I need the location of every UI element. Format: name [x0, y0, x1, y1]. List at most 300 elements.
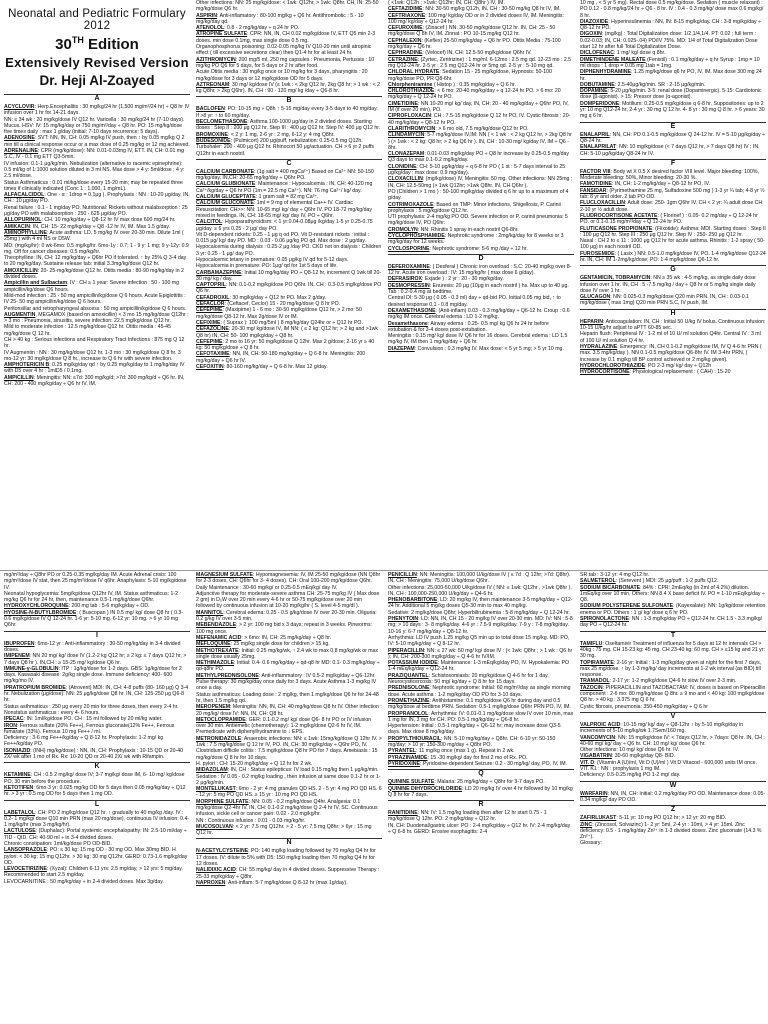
entry-continuation	[388, 585, 574, 598]
dosing-text: : (mg/kg/dose) IV, Meningitis: 50 mg. Other infections: NN 25mg ; IN, CH: 12.5-50mg (> 1wk Q12hr; >1wk Q8hr. IN, CH Q6hr ).	[388, 176, 573, 189]
drug-entry	[196, 673, 382, 692]
drug-entry	[388, 38, 574, 51]
drug-name: GENTAMICIN, TOBRAMYCIN	[580, 275, 651, 282]
drug-entry	[580, 275, 766, 294]
dosing-text: : (Keflex) 25-50 mg/kg/day ÷ Q6 hr PO. Otitis Media : 75-100 mg/kg/day ÷ Q6 hr.	[388, 37, 561, 51]
drug-name: IMMUNE-γ-GLOBULIN	[4, 665, 59, 672]
dosing-text: : 6mo-3 yr: 0.025 mg/kg OD for 5 days then 0.05 mg/kg/day ÷ Q12 hr. > 3 yr : 0.5 mg OD for 5 days then 1 mg OD.	[4, 784, 186, 798]
section-letter-i: I	[4, 631, 190, 640]
dosing-text: : (Zyrtec, Zentrizine) : 1 mg/ml. 6-12mo : 2.5 mg qd. 12-23 mo : 2.5 mg Q12-24 hr. 2-5 yr : 2.5 mg Q12-24 hr or 5mg qd. 2-5 yr : 5-10 mg qd.	[388, 56, 572, 69]
dosing-text: : IN, CH: 15- 22 mg/kg/day ÷ Q8 -12 hr IV, IM. Max 1.5 g/day.	[29, 223, 171, 230]
dosing-text: : (1g salt = 400 mgCa²⁺) Based on Ca²⁺ NN: 50-150 mg/kg/day, IN,CH: 20-65 mg/kg/day ÷ Q6hr PO.	[196, 168, 374, 182]
drug-entry	[388, 283, 574, 296]
section-letter-k: K	[4, 762, 190, 771]
drug-name: BECLOMETHASONE	[196, 119, 248, 126]
dosing-text: , MEGAMOX (based on amoxicillin) < 3 mo 15 mg/kg/dose Q12hr ; > 3 mo : Pneumonia, sinusitis, severe infection: 22.5 mg/kg/dose Q12 hr.	[4, 311, 189, 325]
drug-name: CAPTOPRIL	[196, 282, 226, 289]
dosing-text: : < 2 yr: 7.5 mg Q12hr. > 2 - 5 yr: 7.5 mg Q8hr; > 6yr : 15 mg Q12 hr.	[196, 823, 372, 837]
dosing-text: Heparin flush: Peripheral IV : 1-2 ml of 10 U/ ml solution Q4hr. Central IV : 3 ml of 100 U/ ml solution Q 4 hr.	[580, 331, 761, 344]
drug-entry	[580, 685, 766, 704]
drug-name: NALIDIXIC ACID	[196, 867, 236, 874]
drug-entry	[580, 57, 766, 70]
drug-entry	[196, 351, 382, 364]
drug-name: CALCIUM GLUCONATE	[196, 200, 254, 207]
drug-name: METOCLOPRAMIDE	[196, 716, 246, 723]
entry-continuation	[4, 879, 190, 885]
dosing-text: : 200 mg/5 ml, 250 mg capsules : Pneumonia, Pertussis : 10 mg/kg PO Q6 for 5 days, for 5 days or 2 hr after food.	[196, 56, 375, 69]
dosing-text: : NN: 5-10 mg/kg/day ÷ Q8hr. CH: 6-10 yr: 50-150 mg/day; > 10 yr: 150-300 mg/day ÷ Q8hr PO.	[388, 735, 556, 749]
dosing-text: Sedative: 2 mg/kg/dose Q8hr; Hyperbilirubinemia : 5-8 mg/kg/day ÷ Q 12-24 hr.	[388, 609, 570, 616]
dosing-text: Neonatal hypoglycemia: 5mg/kg/dose Q12hr IV, IM. Status asthmaticus: 1-2 mg/kg Q6 hr for 24 hr, then, maintenance 0.5-1 mg/kg/dose Q6hr.	[4, 590, 178, 604]
drug-name: CLONAZEPAM	[388, 151, 425, 158]
drug-name: RANITIDINE	[388, 810, 418, 817]
drug-name: N-ACETYLCYSTEINE	[196, 848, 249, 855]
drug-entry	[196, 364, 382, 370]
entry-continuation	[196, 692, 382, 705]
section-letter-g: G	[580, 265, 766, 274]
drug-name: CEFUROXIME	[388, 25, 423, 32]
section-letter-w: W	[580, 781, 766, 790]
dosing-text: Glossary:	[580, 840, 602, 847]
dosing-text: : 1 gram salt = 82 mg Ca²⁺.	[255, 194, 319, 201]
dosing-text: : 2-16 yr: initial : 1-3 mg/kg/day given at night for the first 7 days, max 25 mg/dose. ↑ by 1-3 mg/kg/ day increments at 1-2 wk interval (as BID) till response.	[580, 659, 762, 679]
drug-name: METHYLPREDNISOLONE	[196, 672, 259, 679]
dosing-text: : NN: 0.1-0.2 mg/kg/dose PO Q6hr. IN, CH : 0.3-0.5 mg/kg/dose PO Q6 hr.	[196, 282, 382, 295]
drug-entry	[196, 181, 382, 194]
dosing-text: : Ferrous sulfate (20% Fe++), Ferrous gluconate(12% Fe++, Ferrous fumarate (33%). Ferrous 10 mg Fe++ / ml.	[4, 722, 175, 735]
drug-name: CEFIXIME	[196, 319, 221, 326]
section-letter-b: B	[196, 96, 382, 105]
dosing-text: : Acute asthma: LD, 5 mg/kg IV over 20-30 min. Dilute 1ml ( 25mg ) with 4 ml NS or D5W.	[4, 229, 184, 243]
drug-entry	[580, 641, 766, 660]
dosing-text: : Initial 10 mg/kg/day PO ÷ Q8-12 hr, increment Q 1wk till 20-30 mg/ kg / day.	[196, 269, 382, 282]
drug-name: SODIUM BICARBONATE	[580, 584, 641, 591]
drug-entry	[4, 641, 190, 654]
drug-name: AZITHROMYCIN	[196, 56, 236, 63]
drug-entry	[196, 307, 382, 320]
dosing-text: : (Kayexalate): NN: 1g/kg/dose retention enema or PO. Others : 1 g/ kg/ dose q 6 hr PO.	[580, 603, 766, 616]
dosing-text: Hypocalcemic tetany in premature: 0.05 μg/kg IV qd for 5-12 days. Hypocalcemia in premature: PO: 1μg/ qd for 1st 5 days of life.	[196, 256, 349, 270]
entry-continuation	[4, 180, 190, 193]
dosing-text: : NN ≥ 35 wk : 4-5 mg/kg, as single daily dose infusion over 1 hr. IN, CH : 5 -7.5 mg/kg / day ÷ Q8 hr or 5 mg/kg single daily dose IV over 1 hr.	[580, 275, 756, 294]
drug-name: MUCOSOLVAN	[196, 823, 233, 830]
drug-entry	[388, 202, 574, 215]
drug-name: MORPHINE SULFATE	[196, 798, 249, 805]
dosing-text: : NN: Meningitis: 100,000 U/kg/dose IV ( ≤ 7d : Q 12hr; >7d: Q8hr). IN, CH : Meningitis: 75,000 U/kg/dose Q6hr.	[388, 572, 571, 585]
drug-entry	[196, 717, 382, 730]
dosing-text: : Schistosomiasis: 20 mg/kg/dose Q 4-6 hr for 1 day. Neurocysticercosis: 50 mg/ kg/day ÷ Q 8 hr for 15 days.	[388, 672, 549, 686]
dosing-text: Meningitis : 0.15 mg/ kg/ dose IV Q6 hr for 16 doses. Cerebral edema : LD 1.5 mg/kg IV, IM then 1 mg/kg/day ÷ Q6 hr.	[388, 333, 568, 346]
drug-entry	[4, 375, 190, 388]
drug-name: CEFAZOLINE	[196, 326, 229, 333]
drug-name: CLONIDINE	[388, 163, 417, 170]
drug-entry	[580, 791, 766, 804]
section-letter-z: Z	[580, 805, 766, 814]
entry-continuation	[196, 44, 382, 57]
drug-name: MEFLOQUINE	[196, 641, 231, 648]
dosing-text: : Airway edema : 0.25- 0.5 mg/ kg Q6 hr 24 hr before extubation & for 3-4 doses post-extubation.	[388, 320, 549, 333]
drug-name: ENALAPRIL	[580, 131, 610, 138]
drug-entry	[196, 282, 382, 295]
drug-name: IPECAC	[4, 716, 24, 723]
drug-name: DESMOPRESSIN	[388, 282, 430, 289]
dosing-text: : 11 mg/kg once (max 1 g). Repeat in 2 wk.	[415, 748, 515, 755]
drug-entry	[580, 722, 766, 735]
drug-entry	[196, 867, 382, 880]
dosing-text: : 6mo - 2 yr: 4 mg granules QD HS. 2 - 5 yr: 4 mg PO QD HS. 6 - 12 yr: 5 mg PO QD HS. ≥ 15 yr : 10 mg PO QD HS.	[196, 786, 382, 799]
dosing-text: : PO: 10-15 mg ÷ Q8h ↑ 5-15 mg/day every 3-5 days to 40 mg/day. If >8 yr: ↑ to 60 mg/day.	[196, 106, 378, 119]
entry-continuation	[4, 572, 190, 591]
drug-name: FLUCLOXACILLIN	[580, 200, 625, 207]
drug-name: ASPIRIN	[196, 12, 218, 19]
dosing-text: : Oseltamivir Treatment of influenza for 5 days at 12 hr intervals CH > 40kg : 75 mg. CH 15-23 kg: 45 mg. CH 23-40 kg: 60 mg. CH > ≤15 kg and 21 yr: 30 mg.	[580, 640, 765, 660]
dosing-text: : NN: 0.05 - 0.2 mg/kg/dose Q4hr. Analgesia: 0.1 mg/kg/dose Q2-4hr IV. IN, CH: 0.1-0.2 mg/kg/dose Q 2-4 hr IV, SC. Continuous infusion, sickle cell or cancer pain: 0.02 - 2.0 mg/kg/hr.	[196, 798, 378, 818]
drug-name: CROMOLYN	[388, 226, 418, 233]
drug-name: TAMIFLU	[580, 640, 603, 647]
dosing-text: : Arrhythmia: IV: 0.01-0.1 mg/kg/dose slow IV over 10 min, max 1 mg for IN, 3 mg for CH. PO: 0.5-1 mg/kg/day ÷ Q6-8 hr.	[388, 710, 574, 723]
edition-suffix: TH	[71, 35, 84, 45]
drug-name: DIGOXIN	[580, 31, 602, 38]
dosing-text: : NN: ≤ 27 wk: 50 mg/ kg/ dose IV : (< 1wk: Q8hr ; > 1 wk : Q6 hr ); IN, CH: 200-300 mg/kg/day ÷ Q 4-6 hr IV/IM.	[388, 647, 573, 660]
dosing-text: UTI prophylaxis: 2-4 mg/kg PO OD. Severe infection or P. carinii pneumonia: 5 mg/kg/dose IV, PO Q6hr.	[388, 214, 568, 227]
drug-entry	[4, 230, 190, 243]
entry-continuation	[196, 244, 382, 257]
dosing-text: : Physiological replacement : ( CAH) : 15-20	[629, 369, 731, 376]
dosing-text: MD: (mg/kg/hr): 0 wk-6mo: 0.5 mg/kg/hr. 6mo-1y : 0.7; 1 - 9 y: 1 mg; 9 y-12y: 0.9 mg. Off for cancer diseases: 0.5 mg/kg/hr.	[4, 242, 189, 255]
drug-name: AMPICILLIN	[4, 374, 34, 381]
dosing-text: : NN 10-20 mg/ kg/ day, IN, CH: 20 - 40 mg/kg/day ÷ Q6hr PO, IV, IM (if over 20 min), PO.	[388, 100, 569, 114]
drug-entry	[388, 57, 574, 70]
dosing-text: : 2.5-40μg/kg/min. SR : 2-15 μg/kg/min.	[614, 81, 706, 88]
dosing-text: : ( Florinef ) : 0.05- 0.2 mg/day ÷ Q 12-24 hr PO. or 0.1-0.15 mg/m²/day ÷ Q 12-24 hr PO.	[580, 212, 758, 226]
entry-continuation	[580, 772, 766, 778]
drug-entry	[196, 824, 382, 837]
drug-name: CLOXACILLIN	[388, 176, 423, 183]
dosing-text: : CH : 7.5-15 mg/kg/dose Q 12 hr PO, IV. Cystic fibrosis : 20-40 mg/kg/day ÷ Q8-12 hr PO.	[388, 113, 571, 126]
dosing-text: : ( Buscopan ) IN 0.5 mg/ kg/ dose Q8 hr ( 0.3-0.6 mg/kg/dose IV Q 12-24 hr. 1-6 yr: 5-10 mg. 6-12 yr: 10 mg. > 6 yr 10 mg Q6hr.	[4, 609, 184, 629]
dosing-text: : (Ceftacef, Ceclor) 15 - 20 mg/kg/dose Q 8 hr PO.	[224, 301, 341, 308]
dosing-text: : Anaerobic infections: NN: ≤ 1wk: 15mg/kg/dose Q 12hr IV. > 1wk : 7.5 mg/kg/dose Q 12 hr IV, PO. IN, CH: 30 mg/kg/day ÷ Q6hr PO, IV.	[196, 735, 382, 749]
drug-name: PHENYTOIN	[388, 616, 419, 623]
dosing-text: Status asthmaticus: Loading dose : 2 mg/kg, then 1 mg/kg/dose Q6 hr for 24-48 hr, then 1.5 mg/kg qd.	[196, 691, 379, 704]
entry-continuation	[4, 243, 190, 256]
column-top-2	[196, 0, 382, 570]
drug-name: VALPROIC ACID	[580, 721, 621, 728]
drug-name: CYCLOSPORINE	[388, 245, 430, 252]
dosing-text: NN : Continuous infusion : 0.01 - 0.03 mg/kg/hr.	[196, 817, 306, 824]
dosing-text: : 25 mg/kg single dose for children > 15 kg.	[230, 641, 330, 648]
dosing-text: Nasal : CH 2 to ≤ 11 : 1000 μg Q12 hr for acute asthma. Rhinitis : 1-2 spray ( 50-100 μg) in each nostril OD.	[580, 238, 765, 251]
drug-entry	[388, 572, 574, 585]
entry-continuation	[388, 723, 574, 736]
section-letter-t: T	[580, 631, 766, 640]
entry-continuation	[4, 123, 190, 136]
dosing-text: : 0.8 - 2 mg/kg/day ÷ q 24 hr PO.	[224, 25, 300, 32]
drug-entry	[4, 748, 190, 761]
entry-continuation	[4, 337, 190, 350]
dosing-text: : IN: 1ml/kg/dose PO. CH : 15 ml followed by 20 ml/kg water.	[23, 716, 163, 723]
drug-name: CEFOXITIN	[196, 364, 224, 371]
drug-name: DEXAMETHASONE	[388, 307, 436, 314]
drug-name: DOPAMINE	[580, 88, 608, 95]
dosing-text: Central DI: 5-30 μg ( 0.05 - 0.3 ml) day ÷ qd-bid PO. Initial 0.05 mg bid, ↑ to desired response 0.1 - 0.8 mg/day.	[388, 295, 561, 308]
drug-name: CIMETIDINE	[388, 100, 418, 107]
dosing-text: : ( Lasix ) NN: 0.5-1.0 mg/kg/dose IV, PO. 1-4 mg/kg/dose Q12-24 hr. IN, CH: IM 1-2mg/kg/dose; PO: 1-4 mg/kg/dose Q6-12 hr.	[580, 250, 766, 263]
dosing-text: : CPR (mg/kg/dose): NN: 0.01-0.03mg IV, ETT. IN, CH: 0.01 mg S.C, IV - 0.1 mg ETT Q3-5min.	[4, 148, 184, 161]
drug-entry	[580, 251, 766, 264]
dosing-text: : Maintenance : Hypocalcemia : IN, CH: 40-120 mg Ca²⁺/kg/day ÷ Q6 hr PO (1m = 22.5 mg Ca²⁺). NN: 76 mg Ca²⁺/ kg/ day.	[196, 181, 373, 194]
dosing-text: : NN 20 mg/ kg/ dose IV (1.2-2 kg Q12 hr; ≥ 2 kg: ≤ 7 days Q12 hr, > 7 days Q8 hr ). IN,CH : ≥ 15-25 mg/ kg/dose Q6 hr.	[4, 653, 187, 666]
drug-name: CARBAMAZEPINE	[196, 269, 242, 276]
dosing-text: : IV : CH ≥ 1 year: Severe infection : 50 - 100 mg ampicillin/kg/dose Q6 hours.	[4, 280, 179, 293]
drug-entry	[388, 132, 574, 151]
entry-continuation	[196, 232, 382, 245]
drug-name: NAPROXEN	[196, 879, 226, 886]
drug-name: CHLORAL HYDRATE	[388, 69, 440, 76]
drug-entry	[4, 653, 190, 666]
drug-entry	[580, 585, 766, 604]
dosing-text: : Exjade ) : 2 yr : 20 - 30 mg/kg/day.	[422, 276, 504, 283]
dosing-text: : Enuresis: 20 μg (10μg in each nostril ) hs. Max up to 40 μg. Tab : 0.2-0.4 mg at bedtime.	[388, 282, 569, 296]
drug-entry	[580, 101, 766, 120]
drug-name: DIMETHINDENE MALEATE	[580, 56, 646, 63]
dosing-text: : (Serevent ) MDI: 25 μg/puff : 1-2 puffs Q12.	[615, 578, 719, 585]
drug-name: ADENOSINE	[4, 135, 35, 142]
drug-name: VIGABATRIN	[580, 753, 612, 760]
column-top-1	[4, 92, 190, 570]
dosing-text: : 30 mg/ kg/dose IV (≤ 1wk : < 2kg Q12 hr, 2kg Q8 hr; > 1 wk : < 2 kg Q8hr, > 2kg Q6hr). IN, CH : 90 - 120 mg/ kg /day ÷ Q6-8 hr.	[196, 81, 381, 95]
drug-entry	[388, 13, 574, 26]
dosing-text: : < 6 mo: 20-40 mg/kg/day ÷ q 12-24 hr PO. > 6 mo: 20 mg/kg/day ÷ Q 12-24 hr PO.	[388, 88, 561, 101]
drug-entry	[580, 69, 766, 82]
drug-entry	[580, 88, 766, 101]
entry-continuation	[388, 333, 574, 346]
drug-name: SALMETEROL	[580, 578, 616, 585]
drug-entry	[388, 25, 574, 38]
dosing-text: : (Velocef) IN, CH: 12.5-50 mg/kg/dose Q6hr IV.	[422, 50, 532, 57]
drug-entry	[388, 264, 574, 277]
drug-entry	[4, 362, 190, 375]
drug-entry	[196, 270, 382, 283]
dosing-text: : NN, CH: PO 0.1-0.5 mg/kg/dose Q 24-12 hr. IV = 5-10 μg/kg/day ÷ Q8-24 hr.	[580, 131, 766, 144]
drug-entry	[4, 610, 190, 629]
entry-continuation	[196, 257, 382, 270]
dosing-text: Mucus. HSV: IV: 15 mg/kg/day or 750 mg/m²/day ÷ Q8 hr. PO: 15 mg/kg/dose five times daily : max 1 g/day (initial: 7-10 days recurrence: 5 days).	[4, 122, 183, 136]
drug-name: IMIPENEM	[4, 653, 30, 660]
drug-name: DEFRASIROX	[388, 276, 423, 283]
column-bottom-4	[580, 572, 766, 1024]
drug-entry	[580, 319, 766, 332]
drug-entry	[196, 736, 382, 749]
entry-continuation	[4, 255, 190, 268]
dosing-text: : 1 mg/ kg/ dose q 8hr.	[614, 50, 666, 57]
drug-name: ATROPINE SULFATE	[196, 31, 248, 38]
dosing-text: : GER: 0.1-0.2 mg/ kg/ dose Q6- 8 hr PO or IV infusion over 30 min. Antiemetic (chemotherapy): 1-2 mg/kg/dose Q2-6 hr IV, IM.	[196, 716, 372, 730]
dosing-text: : 2-17 yr: 1-2 mg/kg/dose Q4-6 hr slow IV over 2-3 min.	[609, 678, 737, 685]
column-top-4	[580, 0, 766, 570]
drug-name: WARFARIN	[580, 790, 608, 797]
drug-entry	[4, 312, 190, 325]
entry-continuation	[196, 0, 382, 13]
dosing-text: : Hypoparathyroidism: < 1 yr:0.04-0.08μg /kg/day 1-5 yr 0.25-0.75 μg/day. ≥ 6 yrs 0.25 - 2 μg/ day PO.	[196, 219, 373, 232]
drug-name: BUDESONIDE	[196, 137, 231, 144]
drug-name: CALCIUM GLUBIONATE	[196, 181, 256, 188]
dosing-text: : CH: PO 2 mg/kg/dose Q12 hr. ↑ gradually to 40 mg/kg /day. IV : 0.2- 1 mg/kg/ dose Q10 min PRN (max 20 mg/dose), continuous IV infusion: 0.4-1 mg/kg/hr (max 3 mg/kg/hr).	[4, 809, 190, 829]
dosing-text: : NN: Rhinitis 1 spray in each nostril Q6-8hr.	[417, 226, 519, 233]
drug-name: FACTOR VIII	[580, 168, 611, 175]
drug-entry	[388, 233, 574, 246]
drug-entry	[196, 339, 382, 352]
drug-entry	[4, 847, 190, 866]
section-letter-c: C	[196, 159, 382, 168]
entry-continuation	[388, 214, 574, 227]
drug-entry	[4, 280, 190, 293]
drug-entry	[388, 648, 574, 661]
drug-entry	[196, 82, 382, 95]
dosing-text: : 1ml = 9 mg of elemental Ca++ IV. Cardiac Resuscitation: CH>>: NN: 10-65 mg/ kg/ day ÷ Q6hr IV. PO 18-72 mg/kg/day mixed in feedings. IN, CH: 18-65 mg/ kg/ day IV, PO ÷ Q6hr.	[196, 200, 372, 219]
drug-name: PHENOBARBITONE	[388, 597, 438, 604]
dosing-text: : CH: 55 mg/kg/ day in 4 divided doses. Suppressive Therapy : 25-33 mg/kg/day ÷ Q8hr.	[196, 867, 380, 880]
drug-entry	[388, 761, 574, 767]
section-letter-q: Q	[388, 769, 574, 778]
dosing-text: : Asthma 100-1000 μg/day in 2 divided doses. Starting doses : Step II : 200 μg Q12 hr. Step III : 400 μg Q12 hr. Step IV: 400 μg Q12 hr.	[196, 119, 381, 132]
dosing-text: : Initial: 0.25 mg/kg/wk, ↑ 2.4 wk to max 0.8 mg/kg/wk or max single dose usually 25mg.	[196, 647, 379, 660]
section-letter-a: A	[4, 94, 190, 103]
drug-name: MEBENDAZOLE	[196, 622, 237, 629]
dosing-text: : Herp.Encephalitis : 30 mg/kg/24 hr (1,500 mg/m²/24 hr) ÷ Q8 hr IV infusion over 1 hr for 14-21 days.	[4, 104, 190, 117]
drug-name: CEFEPIME	[196, 307, 223, 314]
entry-continuation	[4, 293, 190, 306]
drug-entry	[4, 666, 190, 685]
dosing-text: : (Xyzal): Children 6-11 yrs: 2.5 mg/day, > 12 yrs: 5 mg/day. Recommended to start 2.5 mg/day.	[4, 866, 183, 879]
section-letter-r: R	[388, 800, 574, 809]
drug-name: CEPHALEXIN	[388, 37, 422, 44]
section-letter-f: F	[580, 159, 766, 168]
drug-name: CEFOTAXIME	[196, 351, 230, 358]
section-letter-d: D	[388, 254, 574, 263]
dosing-text: : 100 mg/ kg/day OD or in 2 divided doses IV, IM. Meningitis: 100 mg/ kg/day ÷ Q12-24 hr.	[388, 12, 564, 25]
dosing-text: : (INH) mg/kg/dose) : NN, IN, CH: Prophylaxis : 10-15 QD or 20-40 2X/ wk after 1 mo of Rx. Rx: 10-20 QD or 20-40 2X/ wk with Rifampin.	[4, 747, 184, 761]
dosing-text: Cystic fibrosis, pneumonia: 350-450 mg/kg/day ÷ Q 6 hr	[580, 703, 708, 710]
dosing-text: : (Atrovent) MDI: IN, CH: 4-8 puffs (80- 160 μg) Q 3-4 hr. Nebulization (μg/dose): NN: 25 μg/kg/dose Q8 hr. IN, CH: 125-250 μg Q6-8 hr.	[4, 684, 189, 704]
drug-entry	[196, 200, 382, 219]
drug-entry	[580, 344, 766, 363]
dosing-text: Arrhythmia: LD IV push 1.25 mg/kg Q5 min up to total dose 15 mg/kg. MD: PO, IV: 5-10 mg/kg/day ÷ Q 8-12 hr.	[388, 634, 570, 648]
dosing-text: : Maintenance: 1-3 mEq/kg/day PO, IV. Hypokalemia: PO 1-4 mEq/kg/day ÷ Q12-24 hr.	[388, 660, 570, 673]
dosing-text: Adjunctive therapy for moderate-severe asthma CH: 25-75 mg/kg IV ( Max dose 2 gm) in D₅W over 20 min every 4-6 hr or 50-75 mg/kg/dose over 20 min followed by continuous infusion at 10-20 mg/kg/hr ( S. level 4-5 mg/dl ).	[196, 590, 380, 610]
dosing-text: mg/m²/day ÷ Q8hr PO or 0.25-0.35 mg/kg/day IM. Acute Adrenal crisis: 100 mg/m²/dose IV stat, then 25 mg/m²/dose IV q6hr. Anaphylaxis: 5-10 mg/kg/dose IV.	[4, 572, 187, 591]
dosing-text: (Fenistil) : 0.1 mg/kg/day ÷ q hr Syrup : 1mg = 10 ml drops : 1 drop = 0.05 mg 1tab = 1mg.	[580, 56, 760, 69]
entry-continuation	[4, 735, 190, 748]
dosing-text: Hypertension: Initial : 0.5-1 mg/kg/day ÷ Q6-12 hr; may increase dose Q3-5 days. Max dose 8 mg/kg/day.	[388, 723, 561, 736]
dosing-text: : Based on TMP: Minor infections, Shigellosis, P. Carinii prophylaxis : 5 mg/kg/dose Q12 hr.	[388, 201, 561, 214]
drug-name: PYRIDOXINE	[388, 760, 420, 767]
drug-name: VIT. D	[580, 759, 595, 766]
drug-name: AMPHOTERICIN B	[4, 362, 50, 369]
drug-name: METRONIDAZOLE	[196, 735, 242, 742]
drug-entry	[388, 711, 574, 724]
column-bottom-1	[4, 572, 190, 1024]
drug-entry	[580, 369, 766, 375]
drug-entry	[388, 673, 574, 686]
drug-entry	[196, 572, 382, 591]
drug-entry	[4, 104, 190, 117]
drug-name: QUININE DIHYDROCHLORIDE	[388, 785, 463, 792]
dosing-text: : Motilium: 0.25-0.5 mg/kg/dose q 6-8 hr. Suppositories: up to 2 yr: 10 mg Q12-24 hr; 2-4 yr : 30 mg Q 12 hr. 4- 8 yr : 30 mg Q 8 hr. > 6 years: 30 mg q 6 hr.	[580, 100, 765, 120]
drug-name: FUROSEMIDE	[580, 250, 615, 257]
dosing-text: SR tab : 3-12 yr: 4 mg Q12 hr.	[580, 572, 650, 578]
dosing-text: : ( Desferal ) Chronic iron overload : S.C: 20-40 mg/kg over 8-12 hr. Acute iron overload : IV: 15 mg/kg/hr ( max dose 6 g/day).	[388, 263, 572, 277]
drug-entry	[4, 723, 190, 736]
drug-name: CEFADROXIL	[196, 294, 230, 301]
dosing-text: Status Asthmaticus : 0.01 ml/kg/dose every 15-20 min; may be repeated three times if clinically indicated (Conc 1 : 1,000, 1 mg/mL).	[4, 179, 183, 192]
entry-continuation	[580, 331, 766, 344]
drug-entry	[196, 660, 382, 673]
dosing-text: CH > 40 kg : Serious infections and Respiratory Tract Infections : 875 mg Q 12 hr.	[4, 336, 185, 350]
dosing-text: Deficiency : 3-6 mg Fe++/kg/day ÷ Q 8-12 hr. Prophylaxis: 1-2 mg/ kg Fe++/kg/day PO.	[4, 735, 164, 748]
drug-name: FLUDROCORTISONE ACETATE	[580, 212, 658, 219]
drug-entry	[196, 880, 382, 886]
entry-continuation	[4, 324, 190, 337]
drug-name: PRAZIQUANTEL	[388, 672, 429, 679]
dosing-text: : IN, CH : Status epilepticus: IV load 0.15 mg/kg then 1 μg/kg/min. Sedation : IV 0.05 - 0.2 mg/kg loading , then infusion at same dose 0.1-2 hr or 1-2 μg/kg/min.	[196, 767, 381, 786]
entry-continuation	[196, 69, 382, 82]
dosing-text: : 0.25 mg/kg/day qd ↑ by 0.25 mg/kg/day to 1 mg/kg/day IV with D5 over 4 hr : 1mlD5 / 0.1mg.	[4, 362, 185, 375]
drug-name: HYDROCORTISONE	[580, 369, 630, 376]
drug-entry	[388, 810, 574, 823]
drug-entry	[388, 597, 574, 610]
dosing-text: : 30 mg/kg/day ÷ Q12 hr PO. Max 2 g/day.	[229, 294, 327, 301]
drug-name: BROMOXINE	[196, 131, 228, 138]
dosing-text: : 10-15 mg/ kg/ day ÷ Q8-12hr ↑ by 5-10 mg/kg/day in increments of 5-10 mg/kg/wk 1.7Sem/160 mg.	[580, 721, 744, 735]
dosing-text: : > 6mo: IN, CH: 25 mg/kg/day ÷ Q8 hr.	[241, 634, 332, 641]
dosing-text: PO (Children > 1 mo ) : 50-100 mg/kg/day divided q 6 hr up to a maximum of 4 g/day.	[388, 188, 569, 202]
drug-name: FAMOTIDINE	[580, 181, 612, 188]
dosing-text: : 5-7 mg/kg/dose IV,IM: NN ( < 1 wk : < 2 kg Q12 hr, > 2kg Q8 hr ) (> 1wk : < 2 kg: Q8 hr; > 2 kg Q6 hr ). IN, CH : 10-30 mg/ kg/day IV, IM ÷ Q6 - 8hr.	[388, 132, 572, 151]
drug-entry	[196, 31, 382, 44]
dosing-text: : 30-60 mg/kg/day Q8- BID.	[611, 753, 676, 760]
section-letter-v: V	[580, 712, 766, 721]
dosing-text: : NN: 10 mg/kg/dose (< 7 days Q12 hr, > 7 days Q8 hr) IV ; IN, CH: 5-10 μg/kg/day Q8-24 hr IV.	[580, 144, 760, 157]
drug-entry	[580, 760, 766, 773]
drug-name: PIPERACILLIN	[388, 647, 425, 654]
dosing-text: : LD: NN, IN, CH 15 - 20 mg/kg IV over 20-30 min. MD: IV: NN : 5-8 mg; > 10 days : 3- 8 mg/kg/day. 4-6 yr : 7.5-9 mg/kg/day. 7-9 y : 7-8 mg/kg/day. 10-16 y: 6-7 mg/kg/day ÷ Q8-12 hr.	[388, 616, 573, 635]
dosing-text: : 15 -30 mg/kg/ day for first 2 mo of Rx. PO.	[427, 754, 528, 761]
dosing-text: : > 6 mo old, 7.5 mg/kg/dose Q12 hr PO.	[435, 125, 529, 132]
section-letter-l: L	[4, 800, 190, 809]
edition-number: 30	[55, 36, 72, 53]
drug-name: ISONIAZID	[4, 747, 31, 754]
drug-entry	[4, 192, 190, 205]
drug-name: CEFTRIAXONE	[388, 12, 426, 19]
dosing-text: : 0.01-0.03 mg/kg/day PO ÷ Q8 hr increase by 0.25-0.5 mg/day Q3 days to max 0.1-0.2 mg/kg/day.	[388, 151, 569, 164]
dosing-text: : Meningitis: NN: ≤7d: 300 mg/kg/d; >7d: 300 mg/kg/d ÷ Q6 hr. IN, CH: 200 - 400 mg/kg/day ÷ Q6 hr IV, IM.	[4, 374, 185, 388]
drug-name: ACYCLOVIR	[4, 104, 35, 110]
dosing-text: : Anti-inflammatory : IV 0.5-2 mg/kg/day ÷ Q6-12hr. Pulse therapy: 30 mg/kg/day once daily for 3 days. Acute Asthma 1-3 mg/kg IV once a day.	[196, 672, 377, 692]
dosing-text: Theophylline: IN, CH: 12 mg/kg/day ÷ Q6hr PO if tolerated. ↑ by 25% Q 3-4 day to 20 mg/kg/day. Sustaine release tab: initial 3.3mg/kg/dose Q12 hr.	[4, 255, 187, 268]
dosing-text: : Nephrotic syndrome: 5-6 mg /day ÷ 12 hr.	[429, 245, 528, 252]
drug-entry	[388, 101, 574, 114]
drug-entry	[388, 69, 574, 82]
drug-name: AMOXICILLIN	[4, 267, 38, 274]
drug-entry	[196, 767, 382, 786]
drug-name: PENICILLIN	[388, 572, 417, 578]
drug-name: TOPIRAMATE	[580, 659, 614, 666]
drug-name: CETRAZINE	[388, 56, 418, 63]
drug-name: HYDROXYCHLOROQUINE	[4, 603, 69, 610]
dosing-text: Peritonsillar and retropharyngeal abscess : 50 mg ampicillin/kg/dose Q 6 hours.	[4, 305, 187, 312]
drug-name: ZINC	[580, 821, 593, 828]
